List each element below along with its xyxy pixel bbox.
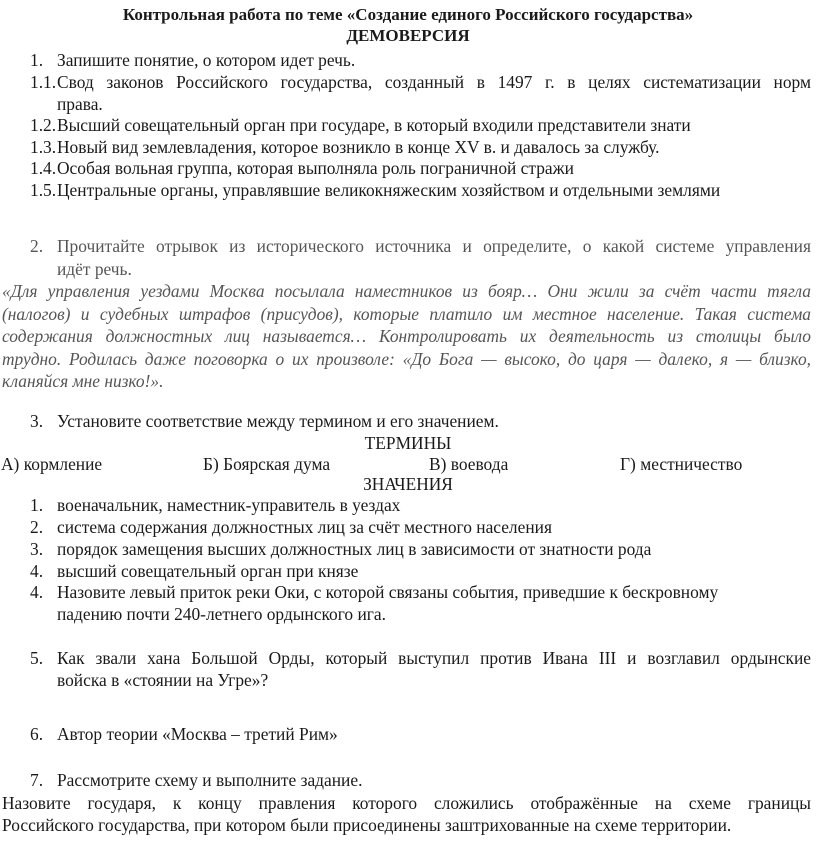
task-6-text: Автор теории «Москва – третий Рим» <box>57 724 338 744</box>
task-2-text-cont: идёт речь. <box>57 259 132 279</box>
value-4-text: высший совещательный орган при князе <box>57 561 359 581</box>
task-3-number: 3. <box>30 411 44 431</box>
term-d: Г) местничество <box>620 454 743 474</box>
task-1-2-number: 1.2. <box>30 115 57 135</box>
value-3-text: порядок замещения высших должностных лиц в зависимости от знатности рода <box>57 539 652 559</box>
task-1-2-text: Высший совещательный орган при государе, в который входили представители знати <box>57 115 691 135</box>
term-c: В) воевода <box>429 454 509 474</box>
value-4-number: 4. <box>30 561 44 581</box>
task-1-5-text: Центральные органы, управлявшие великокняжеским хозяйством и отдельными землями <box>57 180 721 200</box>
value-1-number: 1. <box>30 495 44 515</box>
value-1-text: военачальник, наместник-управитель в уездах <box>57 495 401 515</box>
task-3-prompt: Установите соответствие между термином и его значением. <box>57 411 499 431</box>
task-7-prompt: Рассмотрите схему и выполните задание. <box>57 770 363 790</box>
values-heading: ЗНАЧЕНИЯ <box>363 474 453 494</box>
source-quote-line-1: «Для управления уездами Москва посылала наместников из бояр… Они жили за счёт части тягла <box>2 281 811 301</box>
task-1-1-text: Свод законов Российского государства, созданный в 1497 г. в целях систематизации норм <box>57 72 811 92</box>
term-b: Б) Боярская дума <box>203 454 331 474</box>
task-1-number: 1. <box>30 50 44 70</box>
source-quote-line-2: (налогов) и судебных штрафов (присудов), которые платило им местное население. Такая система <box>2 304 811 324</box>
task-5-text-cont: войска в «стоянии на Угре»? <box>57 670 269 690</box>
task-7-number: 7. <box>30 770 44 790</box>
task-5-text: Как звали хана Большой Орды, который выступил против Ивана III и возглавил ордынские <box>57 648 811 668</box>
task-7-text: Назовите государя, к концу правления которого сложились отображённые на схеме границы <box>2 793 811 813</box>
task-1-3-number: 1.3. <box>30 137 57 157</box>
source-quote-line-3: содержания должностных лиц называется… Контролировать их деятельность из столицы было <box>2 326 811 346</box>
task-1-4-text: Особая вольная группа, которая выполняла роль пограничной стражи <box>57 158 574 178</box>
value-2-number: 2. <box>30 517 44 537</box>
task-1-5-number: 1.5. <box>30 180 57 200</box>
task-6-number: 6. <box>30 724 44 744</box>
value-2-text: система содержания должностных лиц за счёт местного населения <box>57 517 552 537</box>
task-1-3-text: Новый вид землевладения, которое возникло в конце XV в. и давалось за службу. <box>57 137 660 157</box>
source-quote-line-4: трудно. Родилась даже поговорка о их произволе: «До Бога — высоко, до царя — далеко, я — близко, <box>2 349 811 369</box>
term-a: А) кормление <box>1 454 103 474</box>
task-1-1-number: 1.1. <box>30 72 57 92</box>
terms-heading: ТЕРМИНЫ <box>364 433 452 453</box>
task-2-number: 2. <box>30 236 44 256</box>
page-title: Контрольная работа по теме «Создание единого Российского государства» <box>122 5 694 24</box>
task-7-text-cont: Российского государства, при котором были присоединены заштрихованные на схеме территории. <box>2 815 732 835</box>
page-subtitle: ДЕМОВЕРСИЯ <box>346 26 470 45</box>
task-4-number: 4. <box>30 582 44 602</box>
task-4-text: Назовите левый приток реки Оки, с которой связаны события, приведшие к бескровному <box>57 582 719 602</box>
value-3-number: 3. <box>30 539 44 559</box>
task-5-number: 5. <box>30 648 44 668</box>
task-2-text: Прочитайте отрывок из исторического источника и определите, о какой системе управления <box>57 236 811 256</box>
task-1-prompt: Запишите понятие, о котором идет речь. <box>57 50 356 70</box>
task-1-4-number: 1.4. <box>30 158 57 178</box>
source-quote-line-5: кланяйся мне низко!». <box>2 371 164 391</box>
task-4-text-cont: падению почти 240-летнего ордынского ига. <box>57 604 386 624</box>
task-1-1-text-cont: права. <box>57 94 103 114</box>
